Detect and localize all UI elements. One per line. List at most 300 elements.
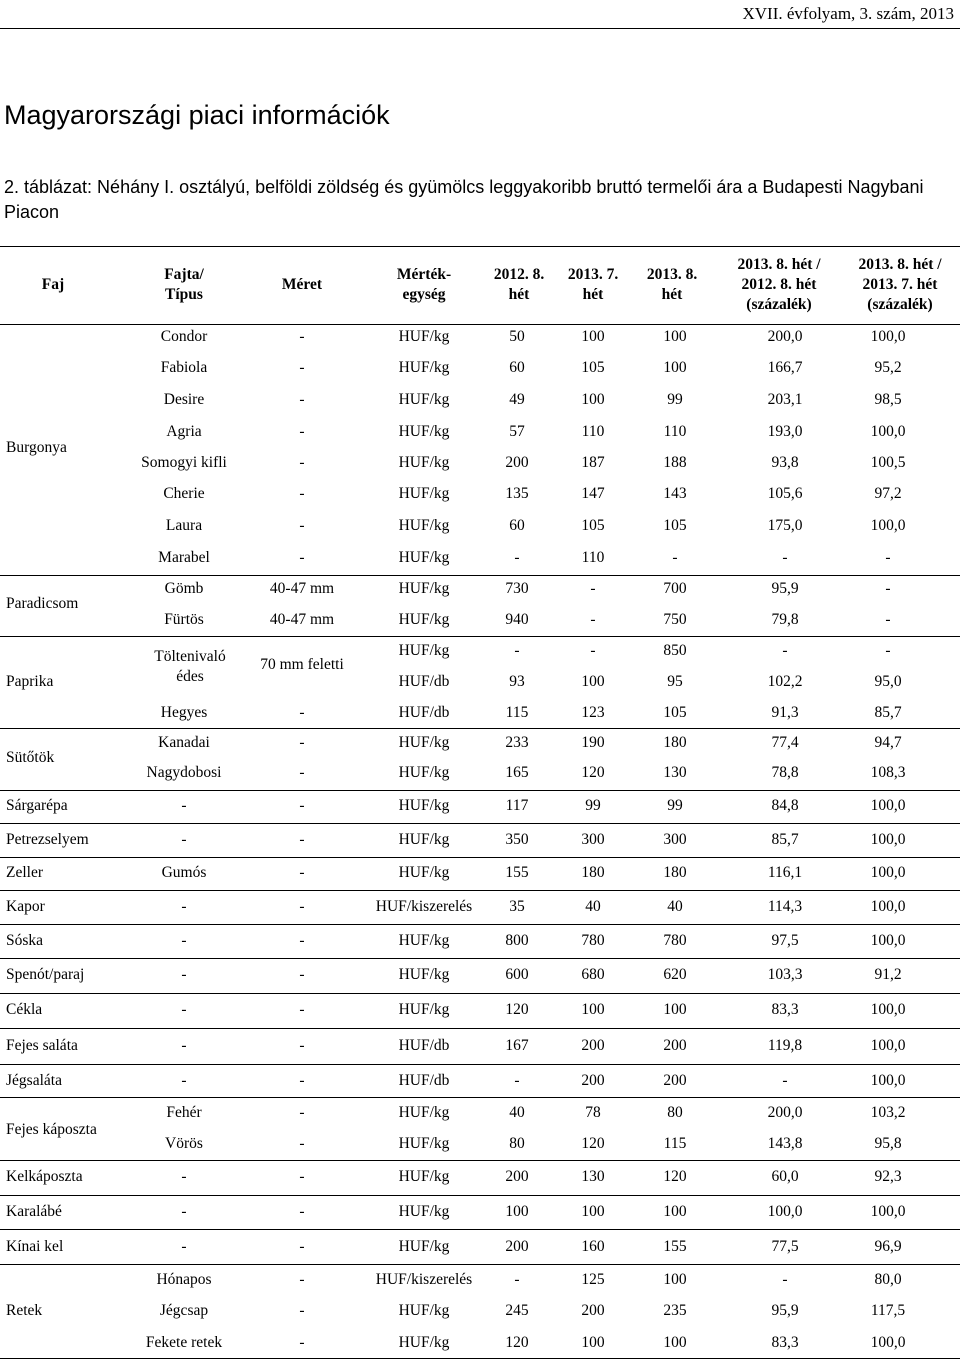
cell-meret: - — [299, 864, 305, 881]
cell-faj: Kínai kel — [6, 1238, 64, 1255]
cell-v2013-8: 850 — [663, 642, 687, 659]
cell-pct-2013: 94,7 — [874, 734, 902, 751]
cell-pct-2013: 100,0 — [870, 1203, 906, 1220]
cell-v2013-8: 115 — [663, 1135, 687, 1152]
cell-v2013-7: 680 — [581, 966, 605, 983]
cell-fajta: Vörös — [165, 1135, 203, 1152]
cell-meret: - — [299, 1238, 305, 1255]
cell-meret: - — [299, 966, 305, 983]
cell-v2013-8: 80 — [667, 1104, 683, 1121]
table-caption: 2. táblázat: Néhány I. osztályú, belföldi zöldség és gyümölcs leggyakoribb bruttó termelői ára a Budapesti Nagybani Piacon — [4, 177, 924, 222]
cell-pct-2013: - — [885, 642, 891, 659]
rule-zeller — [0, 857, 960, 858]
cell-egyseg: HUF/db — [398, 1037, 450, 1054]
cell-pct-2012: 193,0 — [767, 423, 803, 440]
cell-egyseg: HUF/kg — [398, 1302, 450, 1319]
rule-fejes-salata — [0, 1028, 960, 1029]
cell-fajta: - — [181, 797, 187, 814]
rule-cekla — [0, 993, 960, 994]
cell-v2012-8: - — [514, 549, 520, 566]
cell-v2013-7: 100 — [581, 1334, 605, 1351]
cell-fajta: Fekete retek — [145, 1334, 223, 1351]
cell-v2013-8: 180 — [663, 734, 687, 751]
cell-meret: - — [299, 734, 305, 751]
cell-v2013-7: 78 — [585, 1104, 601, 1121]
cell-fajta: Gömb — [164, 580, 204, 597]
cell-meret: 40-47 mm — [269, 580, 335, 597]
cell-faj: Petrezselyem — [6, 831, 89, 848]
cell-v2012-8: 115 — [505, 704, 529, 721]
cell-v2013-7: 130 — [581, 1168, 605, 1185]
cell-v2013-7: 187 — [581, 454, 605, 471]
cell-meret: - — [299, 898, 305, 915]
header-faj: Faj — [41, 276, 65, 293]
cell-fajta: Hegyes — [160, 704, 208, 721]
cell-v2013-7: - — [590, 611, 596, 628]
cell-v2012-8: 200 — [505, 1168, 529, 1185]
cell-pct-2012: 84,8 — [771, 797, 799, 814]
cell-egyseg: HUF/kiszerelés — [375, 898, 473, 915]
cell-pct-2013: - — [885, 549, 891, 566]
cell-meret: - — [299, 1072, 305, 1089]
cell-meret: 40-47 mm — [269, 611, 335, 628]
cell-pct-2012: 200,0 — [767, 1104, 803, 1121]
rule-petrezselyem — [0, 823, 960, 824]
cell-fajta: Fabiola — [160, 359, 208, 376]
cell-pct-2013: 100,0 — [870, 328, 906, 345]
cell-v2012-8: 135 — [505, 485, 529, 502]
header-c2013-7: 2013. 7. hét — [567, 266, 619, 303]
cell-v2013-7: 180 — [581, 864, 605, 881]
header-c2013-8: 2013. 8. hét — [646, 266, 698, 303]
cell-meret: - — [299, 391, 305, 408]
rule-paprika — [0, 636, 960, 637]
cell-v2013-7: 40 — [585, 898, 601, 915]
cell-v2013-8: 99 — [667, 391, 683, 408]
cell-pct-2012: 60,0 — [771, 1168, 799, 1185]
table-header-rule — [0, 324, 960, 325]
cell-v2013-7: 300 — [581, 831, 605, 848]
cell-v2013-8: 100 — [663, 1271, 687, 1288]
cell-v2012-8: 60 — [509, 359, 525, 376]
cell-v2013-7: 123 — [581, 704, 605, 721]
cell-pct-2013: 95,0 — [874, 673, 902, 690]
cell-meret-merged: 70 mm feletti — [260, 656, 344, 673]
cell-egyseg: HUF/kg — [398, 864, 450, 881]
cell-v2012-8: - — [514, 1072, 520, 1089]
cell-v2012-8: 117 — [505, 797, 529, 814]
cell-v2012-8: 60 — [509, 517, 525, 534]
cell-meret: - — [299, 423, 305, 440]
cell-v2013-8: 750 — [663, 611, 687, 628]
cell-faj: Kelkáposzta — [6, 1168, 83, 1185]
cell-faj: Fejes saláta — [6, 1037, 78, 1054]
cell-v2013-7: 100 — [581, 1203, 605, 1220]
cell-egyseg: HUF/kg — [398, 1168, 450, 1185]
cell-faj: Cékla — [6, 1001, 43, 1018]
cell-v2013-7: 147 — [581, 485, 605, 502]
cell-pct-2012: 78,8 — [771, 764, 799, 781]
rule-soska — [0, 924, 960, 925]
cell-fajta: Desire — [163, 391, 205, 408]
cell-pct-2012: 102,2 — [767, 673, 803, 690]
cell-meret: - — [299, 704, 305, 721]
cell-faj: Sóska — [6, 932, 44, 949]
cell-pct-2013: 117,5 — [870, 1302, 906, 1319]
cell-pct-2012: - — [782, 1271, 788, 1288]
issue-header: XVII. évfolyam, 3. szám, 2013 — [742, 4, 954, 23]
cell-faj: Kapor — [6, 898, 45, 915]
cell-pct-2013: 80,0 — [874, 1271, 902, 1288]
cell-pct-2013: - — [885, 611, 891, 628]
cell-v2013-8: 155 — [663, 1238, 687, 1255]
cell-egyseg: HUF/kg — [398, 764, 450, 781]
cell-pct-2012: - — [782, 642, 788, 659]
cell-v2012-8: 940 — [505, 611, 529, 628]
cell-fajta: Cherie — [163, 485, 205, 502]
cell-v2012-8: 100 — [505, 1203, 529, 1220]
cell-faj: Jégsaláta — [6, 1072, 62, 1089]
cell-pct-2013: 85,7 — [874, 704, 902, 721]
group-label: Fejes káposzta — [6, 1121, 97, 1138]
cell-meret: - — [299, 359, 305, 376]
rule-spenot — [0, 958, 960, 959]
cell-fajta: Agria — [166, 423, 202, 440]
cell-meret: - — [299, 831, 305, 848]
cell-pct-2013: 95,8 — [874, 1135, 902, 1152]
cell-fajta: Fürtös — [164, 611, 204, 628]
rule-retek — [0, 1264, 960, 1265]
cell-egyseg: HUF/kg — [398, 611, 450, 628]
cell-v2012-8: 200 — [505, 454, 529, 471]
cell-pct-2013: 103,2 — [870, 1104, 906, 1121]
cell-v2013-7: 110 — [581, 549, 605, 566]
cell-v2013-8: 180 — [663, 864, 687, 881]
cell-meret: - — [299, 1037, 305, 1054]
cell-v2013-8: 200 — [663, 1037, 687, 1054]
cell-fajta: - — [181, 898, 187, 915]
cell-v2013-7: 99 — [585, 797, 601, 814]
cell-fajta: - — [181, 1238, 187, 1255]
rule-table-bottom — [0, 1358, 960, 1359]
cell-egyseg: HUF/kg — [398, 580, 450, 597]
cell-egyseg: HUF/kg — [398, 1001, 450, 1018]
cell-pct-2013: 100,0 — [870, 1334, 906, 1351]
cell-v2012-8: 165 — [505, 764, 529, 781]
cell-egyseg: HUF/kg — [398, 1203, 450, 1220]
cell-pct-2012: 91,3 — [771, 704, 799, 721]
cell-v2013-8: 300 — [663, 831, 687, 848]
cell-pct-2012: 79,8 — [771, 611, 799, 628]
cell-v2013-8: 95 — [667, 673, 683, 690]
rule-sutotok — [0, 728, 960, 729]
cell-pct-2013: 98,5 — [874, 391, 902, 408]
cell-egyseg: HUF/kg — [398, 517, 450, 534]
rule-fejes-kaposzta — [0, 1097, 960, 1098]
cell-meret: - — [299, 517, 305, 534]
cell-v2012-8: 35 — [509, 898, 525, 915]
cell-egyseg: HUF/kiszerelés — [375, 1271, 473, 1288]
cell-pct-2012: - — [782, 549, 788, 566]
cell-pct-2013: 100,0 — [870, 932, 906, 949]
cell-pct-2013: 108,3 — [870, 764, 906, 781]
cell-v2013-7: 125 — [581, 1271, 605, 1288]
cell-v2013-7: 110 — [581, 423, 605, 440]
cell-fajta: Kanadai — [158, 734, 210, 751]
cell-egyseg: HUF/kg — [398, 328, 450, 345]
cell-pct-2013: 100,0 — [870, 831, 906, 848]
cell-meret: - — [299, 797, 305, 814]
cell-pct-2013: 96,9 — [874, 1238, 902, 1255]
cell-v2012-8: 167 — [505, 1037, 529, 1054]
cell-v2013-8: 188 — [663, 454, 687, 471]
cell-pct-2012: 143,8 — [767, 1135, 803, 1152]
header-c2012-8: 2012. 8. hét — [493, 266, 545, 303]
cell-pct-2012: 100,0 — [767, 1203, 803, 1220]
cell-v2012-8: 50 — [509, 328, 525, 345]
cell-egyseg: HUF/kg — [398, 359, 450, 376]
cell-egyseg: HUF/kg — [398, 549, 450, 566]
cell-v2013-8: 100 — [663, 1001, 687, 1018]
cell-fajta: - — [181, 966, 187, 983]
cell-pct-2013: 100,5 — [870, 454, 906, 471]
cell-v2012-8: 40 — [509, 1104, 525, 1121]
cell-meret: - — [299, 485, 305, 502]
cell-meret: - — [299, 1001, 305, 1018]
cell-meret: - — [299, 764, 305, 781]
cell-pct-2012: 114,3 — [767, 898, 803, 915]
cell-pct-2013: 95,2 — [874, 359, 902, 376]
rule-jegsalata — [0, 1064, 960, 1065]
cell-fajta: - — [181, 1168, 187, 1185]
cell-v2013-8: 105 — [663, 704, 687, 721]
cell-fajta: Condor — [160, 328, 208, 345]
page-title: Magyarországi piaci információk — [4, 100, 390, 131]
header-pct2: 2013. 8. hét / 2013. 7. hét (százalék) — [858, 256, 942, 313]
header-meret: Méret — [281, 276, 323, 293]
cell-v2012-8: 200 — [505, 1238, 529, 1255]
cell-faj: Sárgarépa — [6, 797, 68, 814]
cell-pct-2012: 105,6 — [767, 485, 803, 502]
header-egyseg: Mérték-egység — [396, 266, 452, 303]
cell-v2013-8: 143 — [663, 485, 687, 502]
cell-pct-2012: 93,8 — [771, 454, 799, 471]
cell-fajta: Marabel — [158, 549, 210, 566]
cell-egyseg: HUF/kg — [398, 1238, 450, 1255]
cell-fajta: Jégcsap — [159, 1302, 209, 1319]
cell-fajta: - — [181, 1001, 187, 1018]
cell-pct-2013: 97,2 — [874, 485, 902, 502]
cell-egyseg: HUF/kg — [398, 391, 450, 408]
cell-pct-2012: 166,7 — [767, 359, 803, 376]
cell-v2012-8: 49 — [509, 391, 525, 408]
cell-pct-2012: - — [782, 1072, 788, 1089]
cell-fajta: - — [181, 932, 187, 949]
cell-fajta: - — [181, 1037, 187, 1054]
cell-pct-2012: 77,4 — [771, 734, 799, 751]
cell-egyseg: HUF/kg — [398, 932, 450, 949]
cell-v2013-8: 100 — [663, 1203, 687, 1220]
cell-pct-2013: 100,0 — [870, 1001, 906, 1018]
cell-v2013-8: 100 — [663, 359, 687, 376]
cell-fajta: - — [181, 1203, 187, 1220]
cell-pct-2013: 100,0 — [870, 898, 906, 915]
rule-sargarepa — [0, 790, 960, 791]
cell-meret: - — [299, 454, 305, 471]
cell-egyseg: HUF/kg — [398, 1104, 450, 1121]
cell-v2013-7: - — [590, 580, 596, 597]
cell-egyseg: HUF/kg — [398, 797, 450, 814]
cell-egyseg: HUF/db — [398, 704, 450, 721]
group-label: Paradicsom — [6, 595, 79, 612]
cell-v2012-8: 93 — [509, 673, 525, 690]
cell-v2013-8: 110 — [663, 423, 687, 440]
cell-fajta-merged: Töltenivaló édes — [154, 648, 226, 685]
cell-meret: - — [299, 1203, 305, 1220]
group-label: Retek — [6, 1302, 43, 1319]
cell-v2013-7: 200 — [581, 1072, 605, 1089]
cell-v2012-8: 233 — [505, 734, 529, 751]
cell-v2012-8: 600 — [505, 966, 529, 983]
cell-v2013-8: 200 — [663, 1072, 687, 1089]
cell-egyseg: HUF/db — [398, 673, 450, 690]
cell-v2013-8: 130 — [663, 764, 687, 781]
cell-v2013-7: 100 — [581, 1001, 605, 1018]
cell-pct-2012: 77,5 — [771, 1238, 799, 1255]
cell-meret: - — [299, 1271, 305, 1288]
cell-egyseg: HUF/kg — [398, 734, 450, 751]
cell-fajta: Nagydobosi — [146, 764, 222, 781]
cell-fajta: Hónapos — [156, 1271, 212, 1288]
cell-v2013-8: 105 — [663, 517, 687, 534]
cell-fajta: - — [181, 1072, 187, 1089]
cell-egyseg: HUF/kg — [398, 485, 450, 502]
cell-v2013-8: - — [672, 549, 678, 566]
cell-pct-2013: 100,0 — [870, 797, 906, 814]
cell-v2012-8: 57 — [509, 423, 525, 440]
cell-v2012-8: - — [514, 642, 520, 659]
cell-v2013-7: 105 — [581, 517, 605, 534]
cell-v2012-8: 120 — [505, 1001, 529, 1018]
cell-pct-2012: 97,5 — [771, 932, 799, 949]
group-label: Sütőtök — [6, 749, 55, 766]
group-label: Burgonya — [6, 439, 67, 456]
cell-pct-2013: 91,2 — [874, 966, 902, 983]
cell-v2013-8: 40 — [667, 898, 683, 915]
cell-pct-2012: 103,3 — [767, 966, 803, 983]
cell-v2013-8: 700 — [663, 580, 687, 597]
cell-egyseg: HUF/kg — [398, 966, 450, 983]
rule-kelkaposzta — [0, 1160, 960, 1161]
cell-v2013-8: 99 — [667, 797, 683, 814]
cell-egyseg: HUF/kg — [398, 642, 450, 659]
header-fajta: Fajta/ Típus — [164, 266, 204, 303]
cell-meret: - — [299, 1168, 305, 1185]
cell-v2013-7: 780 — [581, 932, 605, 949]
cell-egyseg: HUF/kg — [398, 1334, 450, 1351]
cell-v2013-7: 190 — [581, 734, 605, 751]
cell-pct-2012: 83,3 — [771, 1334, 799, 1351]
cell-v2012-8: 155 — [505, 864, 529, 881]
rule-karalabe — [0, 1195, 960, 1196]
cell-v2013-7: 105 — [581, 359, 605, 376]
cell-faj: Spenót/paraj — [6, 966, 85, 983]
cell-v2013-7: 100 — [581, 391, 605, 408]
cell-pct-2012: 116,1 — [767, 864, 803, 881]
cell-v2012-8: - — [514, 1271, 520, 1288]
cell-egyseg: HUF/kg — [398, 423, 450, 440]
cell-pct-2013: 100,0 — [870, 423, 906, 440]
cell-pct-2013: 100,0 — [870, 517, 906, 534]
cell-fajta: Somogyi kifli — [141, 454, 227, 471]
cell-v2013-7: 100 — [581, 673, 605, 690]
cell-v2013-8: 100 — [663, 1334, 687, 1351]
cell-v2013-8: 620 — [663, 966, 687, 983]
cell-faj: Zeller — [6, 864, 44, 881]
cell-v2013-7: 120 — [581, 764, 605, 781]
cell-v2013-7: 160 — [581, 1238, 605, 1255]
cell-faj: Karalábé — [6, 1203, 62, 1220]
rule-kinai-kel — [0, 1229, 960, 1230]
cell-meret: - — [299, 1104, 305, 1121]
cell-v2013-8: 780 — [663, 932, 687, 949]
cell-v2012-8: 120 — [505, 1334, 529, 1351]
cell-pct-2013: 92,3 — [874, 1168, 902, 1185]
cell-v2013-8: 100 — [663, 328, 687, 345]
cell-meret: - — [299, 549, 305, 566]
cell-v2013-7: 200 — [581, 1302, 605, 1319]
cell-v2013-7: 120 — [581, 1135, 605, 1152]
cell-meret: - — [299, 1135, 305, 1152]
cell-fajta: - — [181, 831, 187, 848]
cell-pct-2012: 175,0 — [767, 517, 803, 534]
cell-pct-2012: 203,1 — [767, 391, 803, 408]
cell-pct-2012: 119,8 — [767, 1037, 803, 1054]
cell-pct-2013: 100,0 — [870, 864, 906, 881]
group-label: Paprika — [6, 673, 54, 690]
cell-pct-2012: 85,7 — [771, 831, 799, 848]
cell-v2013-8: 120 — [663, 1168, 687, 1185]
cell-egyseg: HUF/kg — [398, 1135, 450, 1152]
cell-fajta: Gumós — [161, 864, 207, 881]
cell-v2013-7: - — [590, 642, 596, 659]
cell-fajta: Laura — [165, 517, 203, 534]
cell-v2012-8: 730 — [505, 580, 529, 597]
cell-meret: - — [299, 328, 305, 345]
cell-v2013-7: 100 — [581, 328, 605, 345]
cell-egyseg: HUF/kg — [398, 454, 450, 471]
cell-egyseg: HUF/kg — [398, 831, 450, 848]
rule-paradicsom — [0, 575, 960, 576]
cell-v2012-8: 80 — [509, 1135, 525, 1152]
cell-pct-2012: 95,9 — [771, 580, 799, 597]
cell-pct-2013: - — [885, 580, 891, 597]
rule-kapor — [0, 890, 960, 891]
cell-meret: - — [299, 1334, 305, 1351]
cell-meret: - — [299, 932, 305, 949]
table-top-rule — [0, 246, 960, 247]
cell-v2013-8: 235 — [663, 1302, 687, 1319]
cell-meret: - — [299, 1302, 305, 1319]
cell-v2012-8: 800 — [505, 932, 529, 949]
cell-v2013-7: 200 — [581, 1037, 605, 1054]
cell-fajta: Fehér — [166, 1104, 202, 1121]
cell-pct-2012: 95,9 — [771, 1302, 799, 1319]
cell-v2012-8: 245 — [505, 1302, 529, 1319]
header-pct1: 2013. 8. hét / 2012. 8. hét (százalék) — [737, 256, 821, 313]
cell-v2012-8: 350 — [505, 831, 529, 848]
cell-pct-2012: 200,0 — [767, 328, 803, 345]
